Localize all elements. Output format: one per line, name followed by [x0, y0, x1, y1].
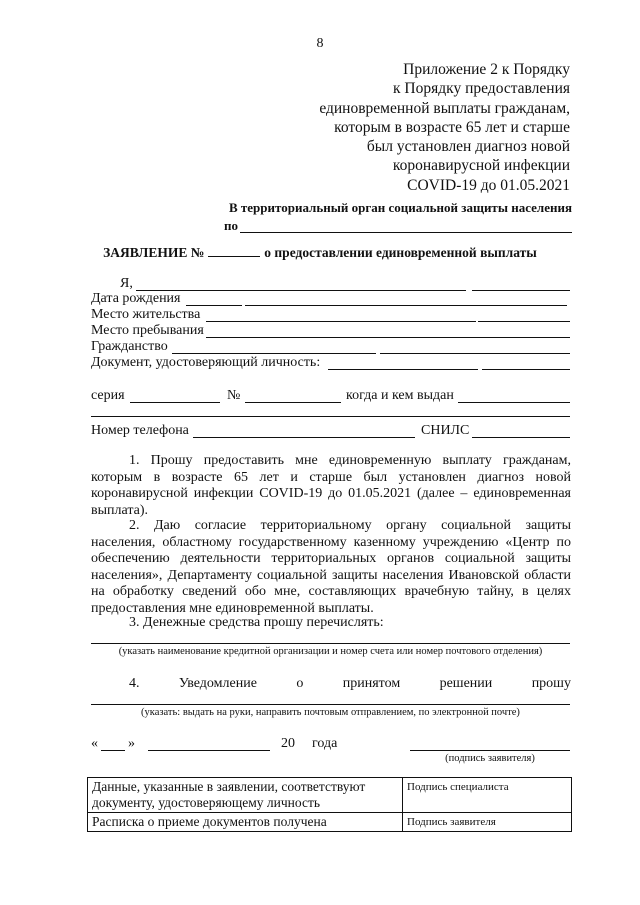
p4-word: Уведомление	[178, 676, 257, 691]
series-field[interactable]	[130, 402, 220, 403]
birth-date-field[interactable]	[186, 305, 242, 306]
label-issued: когда и кем выдан	[346, 388, 454, 403]
p4-word: прошу	[531, 676, 571, 691]
p4-word: 4.	[129, 676, 140, 691]
residence-field[interactable]	[206, 321, 476, 322]
receipt-table	[87, 777, 572, 832]
appendix-line: единовременной выплаты гражданам,	[319, 99, 570, 117]
appendix-line: COVID-19 до 01.05.2021	[407, 176, 570, 194]
label-citizenship: Гражданство	[91, 339, 168, 354]
date-open-quote: «	[91, 736, 98, 751]
addressee-po-label: по	[224, 218, 238, 233]
date-close-quote: »	[128, 736, 135, 751]
id-document-field-extra[interactable]	[482, 369, 570, 370]
specialist-signature-cell[interactable]: Подпись специалиста	[403, 778, 572, 813]
application-number-field[interactable]	[208, 244, 260, 257]
bank-details-field[interactable]	[91, 643, 570, 644]
p4-word: принятом	[342, 676, 401, 691]
citizenship-field-extra[interactable]	[380, 353, 570, 354]
verification-text: Данные, указанные в заявлении, соответствуют документу, удостоверяющему личность	[88, 778, 403, 813]
appendix-line: коронавирусной инфекции	[392, 157, 570, 175]
table-row	[88, 813, 572, 832]
title-suffix: о предоставлении единовременной выплаты	[264, 245, 537, 260]
table-row	[88, 778, 572, 813]
id-document-field[interactable]	[328, 369, 478, 370]
receipt-text: Расписка о приеме документов получена	[88, 813, 403, 832]
date-month-field[interactable]	[148, 750, 270, 751]
signature-hint: (подпись заявителя)	[445, 753, 535, 764]
issued-field[interactable]	[458, 402, 570, 403]
label-snils: СНИЛС	[421, 423, 470, 438]
label-birth-date: Дата рождения	[91, 291, 181, 306]
addressee-line: В территориальный орган социальной защиты населения	[228, 200, 572, 215]
label-series: серия	[91, 388, 125, 403]
appendix-header	[319, 60, 570, 195]
hint-bank: (указать наименование кредитной организации и номер счета или номер почтового отделения)	[118, 646, 543, 657]
label-stay: Место пребывания	[91, 323, 204, 338]
title-prefix: ЗАЯВЛЕНИЕ №	[103, 245, 205, 260]
application-title	[0, 244, 640, 261]
appendix-line: к Порядку предоставления	[393, 80, 570, 98]
hint-notify: (указать: выдать на руки, направить почтовым отправлением, по электронной почте)	[141, 707, 520, 718]
stay-field[interactable]	[206, 337, 570, 338]
date-year-word: года	[312, 736, 338, 751]
p4-word: о	[296, 676, 304, 691]
issued-field-continued[interactable]	[91, 416, 570, 417]
paragraph-3: 3. Денежные средства прошу перечислять:	[129, 615, 384, 630]
label-phone: Номер телефона	[91, 423, 189, 438]
addressee-input-line[interactable]	[240, 232, 572, 233]
paragraph-4	[91, 676, 571, 692]
paragraph-2: 2. Даю согласие территориальному органу социальной защиты населения, областному государственному казенному учреждению «Центр по обеспечению деятельности территориальных органов социальной защиты населения», Департаменту социальной защиты населения Ивановской области на обработку сведений обо мне, составляющих врачебную тайну, в целях предоставления мне единовременной выплаты.	[91, 518, 571, 616]
doc-number-field[interactable]	[245, 402, 341, 403]
appendix-line: был установлен диагноз новой	[366, 138, 570, 156]
date-year-prefix: 20	[281, 736, 295, 751]
label-id-document: Документ, удостоверяющий личность:	[91, 355, 321, 370]
birth-date-extra-field[interactable]	[245, 305, 567, 306]
p4-word: решении	[439, 676, 493, 691]
name-field[interactable]	[136, 290, 466, 291]
label-doc-number: №	[227, 388, 241, 403]
label-residence: Место жительства	[91, 307, 201, 322]
residence-field-extra[interactable]	[478, 321, 570, 322]
page-number: 8	[316, 36, 324, 51]
applicant-signature-cell[interactable]: Подпись заявителя	[403, 813, 572, 832]
appendix-line: Приложение 2 к Порядку	[403, 61, 570, 78]
citizenship-field[interactable]	[172, 353, 376, 354]
date-day-field[interactable]	[101, 750, 125, 751]
paragraph-1: 1. Прошу предоставить мне единовременную выплату гражданам, которым в возрасте 65 лет и старше был установлен диагноз новой коронавирусной инфекции COVID-19 до 01.05.2021 (далее – единовременная выплата).	[91, 453, 571, 518]
appendix-line: которым в возрасте 65 лет и старше	[334, 118, 570, 136]
snils-field[interactable]	[472, 437, 570, 438]
applicant-signature-field[interactable]	[410, 750, 570, 751]
notification-method-field[interactable]	[91, 704, 570, 705]
phone-field[interactable]	[193, 437, 415, 438]
label-ya: Я,	[120, 276, 133, 291]
name-field-extra[interactable]	[472, 290, 570, 291]
